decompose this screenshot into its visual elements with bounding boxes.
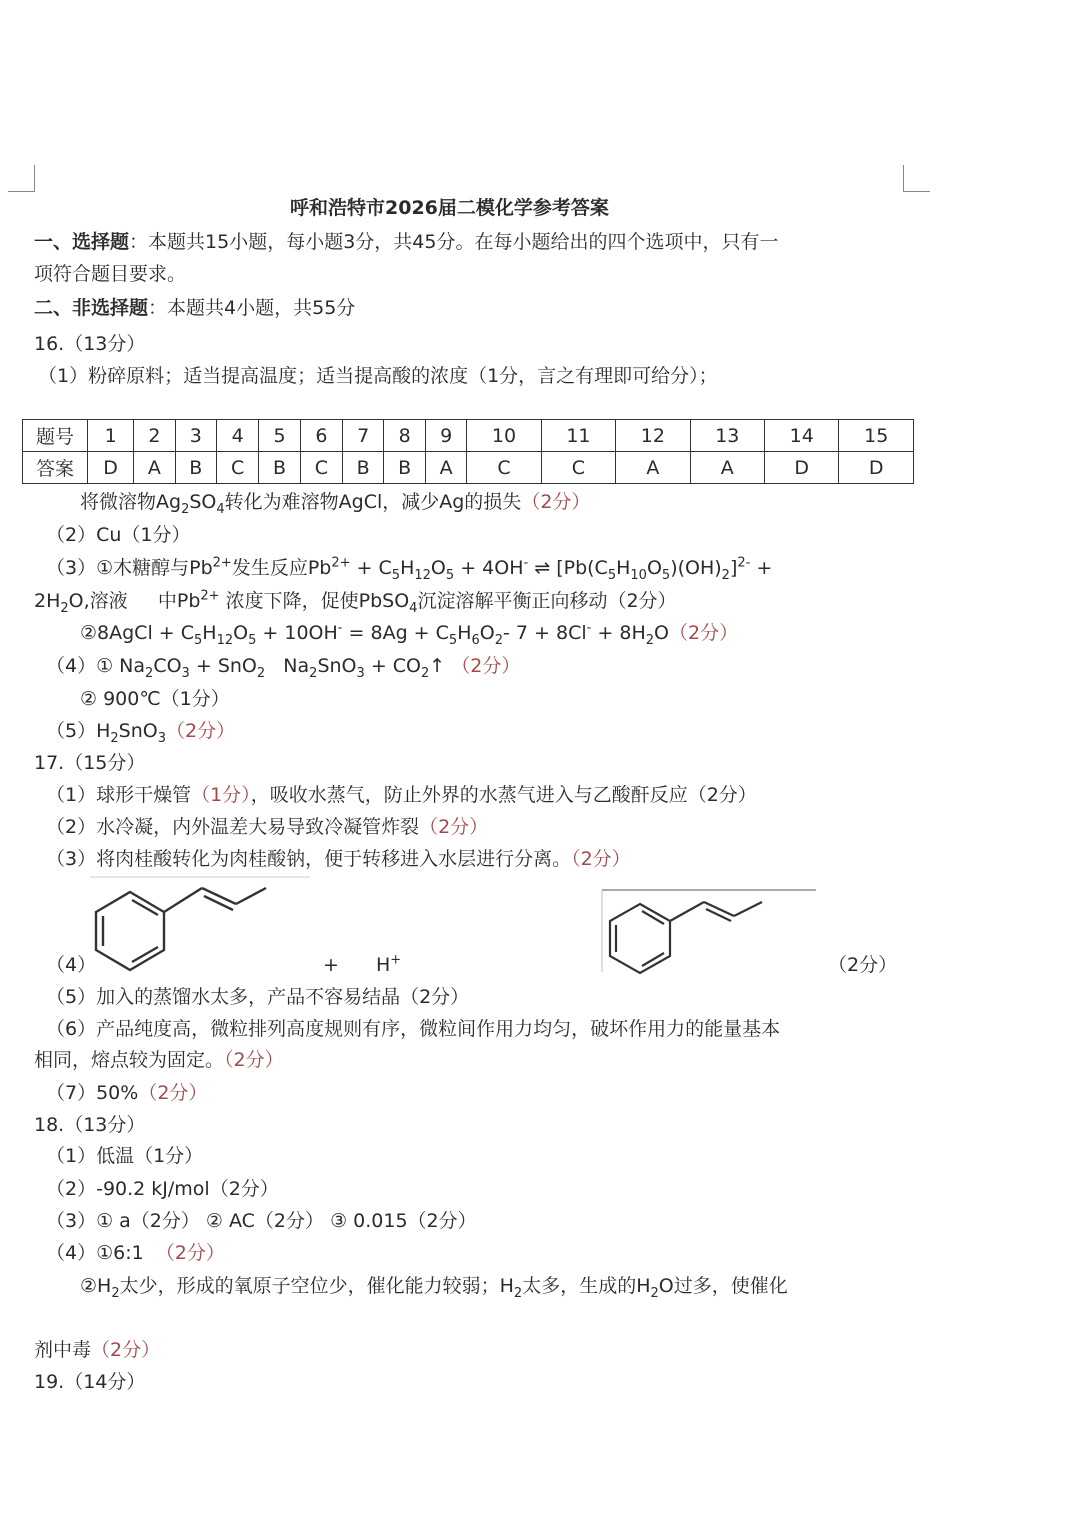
text: H [400, 557, 415, 579]
q18-heading: 18.（13分） [34, 1114, 146, 1136]
text: （3）①木糖醇与Pb [46, 557, 213, 579]
answer-cell: B [175, 452, 217, 484]
text: SnO [317, 655, 357, 677]
text: O [646, 557, 662, 579]
benzene-ring [96, 888, 266, 970]
text: 浓度下降，促使PbSO [219, 590, 410, 612]
text: 剂中毒 [34, 1339, 92, 1361]
answer-cell: D [839, 452, 914, 484]
superscript: - [523, 555, 529, 571]
text: )(OH) [670, 557, 722, 579]
text: + 10OH [256, 622, 338, 644]
subscript: 5 [194, 632, 203, 648]
q17-part5: （5）加入的蒸馏水太多，产品不容易结晶（2分） [46, 986, 470, 1008]
side-bond [236, 888, 266, 904]
side-bond [734, 902, 762, 916]
score: （2分） [166, 720, 236, 742]
row-label: 题号 [23, 420, 88, 452]
page-title: 呼和浩特市2026届二模化学参考答案 [290, 197, 609, 219]
score: （2分） [451, 655, 521, 677]
text: O [430, 557, 446, 579]
number-cell: 15 [839, 420, 914, 452]
section2-heading: 二、非选择题 [34, 297, 149, 319]
score: （2分） [138, 1082, 208, 1104]
q17-part3 [46, 846, 631, 872]
text: （7）50% [46, 1082, 139, 1104]
score: （2分） [155, 1242, 225, 1264]
q18-part3: （3）① a（2分） ② AC（2分） ③ 0.015（2分） [46, 1210, 477, 1232]
answer-cell: A [690, 452, 764, 484]
superscript: 2+ [331, 555, 351, 571]
number-cell: 10 [467, 420, 541, 452]
text: ②8AgCl + C [80, 622, 194, 644]
q16-heading: 16.（13分） [34, 333, 146, 355]
superscript: - [337, 620, 343, 636]
styrene-structure-left [90, 874, 320, 974]
q16-part1-continued [80, 489, 590, 515]
text: （2）Cu [46, 524, 122, 546]
number-cell: 1 [88, 420, 134, 452]
superscript: 2+ [212, 555, 232, 571]
q16-part3-line1 [46, 555, 772, 581]
subscript: 12 [414, 567, 431, 583]
number-cell: 3 [175, 420, 217, 452]
subscript: 10 [630, 567, 647, 583]
answer-cell: B [342, 452, 384, 484]
text: ，吸收水蒸气，防止外界的水蒸气进入与乙酸酐反应（2分） [250, 784, 757, 806]
superscript: + [390, 952, 402, 968]
text: CO [153, 655, 182, 677]
text: + [750, 557, 773, 579]
text: + 8H [591, 622, 646, 644]
text: O [479, 622, 495, 644]
subscript: 5 [661, 567, 671, 583]
subscript: 5 [448, 632, 458, 648]
section2-line [34, 295, 355, 321]
text: （5）H [46, 720, 111, 742]
subscript: 5 [391, 567, 401, 583]
text: H [616, 557, 631, 579]
score: （2分） [668, 622, 739, 644]
subscript: 3 [181, 665, 190, 681]
text: 发生反应Pb [231, 557, 332, 579]
superscript: - [586, 620, 592, 636]
text: 转化为难溶物AgCl，减少Ag的损失 [224, 491, 522, 513]
subscript: 2 [309, 665, 318, 681]
answer-cell: B [384, 452, 426, 484]
answer-cell: C [541, 452, 615, 484]
text: ⇌ [Pb(C [528, 557, 608, 579]
crop-mark-top-right [903, 165, 930, 192]
subscript: 2 [60, 600, 69, 616]
subscript: 2 [650, 1285, 659, 1301]
benzene-ring [610, 902, 762, 973]
q16-part4-line2: ② 900℃（1分） [80, 688, 230, 710]
superscript: 2- [737, 555, 751, 571]
text: 相同，熔点较为固定。 [34, 1049, 225, 1071]
score: （2分） [571, 848, 631, 870]
number-cell: 2 [134, 420, 175, 452]
q16-part2 [46, 522, 191, 548]
q17-part4-label: （4） [46, 954, 97, 976]
score: （1分） [191, 784, 251, 806]
subscript: 2 [111, 1285, 120, 1301]
text: H [376, 954, 391, 976]
answer-table-answer-row [23, 452, 914, 484]
text: 太少，形成的氧原子空位少，催化能力较弱；H [119, 1275, 514, 1297]
subscript: 12 [216, 632, 234, 648]
subscript: 4 [216, 501, 225, 517]
text: SO [189, 491, 217, 513]
answer-table [22, 419, 914, 484]
q17-part4-hydrogen [376, 952, 401, 978]
subscript: 2 [145, 665, 154, 681]
q18-part1: （1）低温（1分） [46, 1145, 204, 1167]
subscript: 2 [256, 665, 266, 681]
subscript: 2 [494, 632, 504, 648]
section1-heading: 一、选择题 [34, 231, 130, 253]
q18-part2: （2）-90.2 kJ/mol（2分） [46, 1178, 279, 1200]
score: （2分） [419, 816, 489, 838]
answer-cell: C [467, 452, 541, 484]
text: O [233, 622, 249, 644]
number-cell: 11 [541, 420, 615, 452]
ring-outline [96, 892, 164, 970]
text: SnO [118, 720, 158, 742]
text: O,溶液 [68, 590, 128, 612]
number-cell: 8 [384, 420, 426, 452]
score: （2分） [521, 491, 591, 513]
text: （4）① Na [46, 655, 146, 677]
q19-heading: 19.（14分） [34, 1371, 146, 1393]
section1-line1 [34, 229, 778, 255]
crop-mark-top-left [8, 165, 35, 192]
text: 沉淀溶解平衡正向移动（2分） [417, 590, 677, 612]
answer-cell: C [300, 452, 342, 484]
subscript: 2 [181, 501, 190, 517]
score: （2分） [224, 1049, 284, 1071]
text: = 8Ag + C [342, 622, 449, 644]
q17-part4-score: （2分） [828, 954, 898, 976]
styrene-structure-right [598, 886, 820, 976]
answer-cell: B [259, 452, 301, 484]
text: （4）①6:1 [46, 1242, 144, 1264]
gas-arrow: ↑ [429, 655, 446, 677]
subscript: 2 [721, 567, 730, 583]
answer-cell: D [765, 452, 839, 484]
number-cell: 7 [342, 420, 384, 452]
text: O [654, 622, 669, 644]
text: + CO [364, 655, 422, 677]
number-cell: 6 [300, 420, 342, 452]
answer-cell: D [88, 452, 134, 484]
q17-part1 [46, 782, 757, 808]
side-double-bond [706, 909, 731, 921]
q17-part6-line1: （6）产品纯度高，微粒排列高度规则有序，微粒间作用力均匀，破坏作用力的能量基本 [46, 1018, 781, 1040]
section1-text: ：本题共15小题，每小题3分，共45分。在每小题给出的四个选项中，只有一 [129, 231, 779, 253]
subscript: 2 [645, 632, 655, 648]
number-cell: 14 [765, 420, 839, 452]
number-cell: 12 [616, 420, 690, 452]
text: + 4OH [454, 557, 524, 579]
row-label: 答案 [23, 452, 88, 484]
q18-part4-line1 [46, 1240, 225, 1266]
answer-cell: A [616, 452, 690, 484]
side-double-bond [202, 888, 236, 904]
superscript: 2+ [200, 588, 220, 604]
q17-part2 [46, 814, 488, 840]
side-bond [164, 888, 202, 912]
ring-outline [610, 904, 670, 973]
number-cell: 9 [425, 420, 466, 452]
ring-double-bond [642, 953, 664, 966]
number-cell: 13 [690, 420, 764, 452]
q17-part6-line2 [34, 1047, 284, 1073]
answer-cell: A [425, 452, 466, 484]
text: （1）球形干燥管 [46, 784, 192, 806]
q16-part3-line3 [80, 620, 738, 646]
q16-part5 [46, 718, 235, 744]
section2-text: ：本题共4小题，共55分 [148, 297, 356, 319]
subscript: 5 [607, 567, 617, 583]
text: + C [350, 557, 392, 579]
q16-part3-line2 [34, 588, 677, 614]
text: 2H [34, 590, 61, 612]
number-cell: 5 [259, 420, 301, 452]
subscript: 4 [409, 600, 418, 616]
q17-heading: 17.（15分） [34, 752, 146, 774]
text: + SnO [189, 655, 257, 677]
text: O过多，使催化 [658, 1275, 788, 1297]
section1-line2: 项符合题目要求。 [34, 263, 187, 285]
text: （2）水冷凝，内外温差大易导致冷凝管炸裂 [46, 816, 420, 838]
subscript: 3 [157, 730, 167, 746]
answer-cell: C [217, 452, 259, 484]
side-double-bond [204, 896, 233, 910]
text: H [457, 622, 472, 644]
score: （1分） [121, 524, 191, 546]
text: ] [729, 557, 738, 579]
text: 将微溶物Ag [80, 491, 182, 513]
subscript: 2 [421, 665, 430, 681]
text: 太多，生成的H [522, 1275, 651, 1297]
number-cell: 4 [217, 420, 259, 452]
text: 中Pb [157, 590, 201, 612]
answer-table-number-row [23, 420, 914, 452]
q16-part1: （1）粉碎原料；适当提高温度；适当提高酸的浓度（1分，言之有理即可给分）； [38, 365, 718, 387]
score: （2分） [91, 1339, 161, 1361]
subscript: 2 [513, 1285, 523, 1301]
subscript: 5 [445, 567, 455, 583]
text: H [202, 622, 217, 644]
subscript: 2 [110, 730, 119, 746]
ring-double-bond [642, 911, 664, 924]
q17-part7 [46, 1080, 207, 1106]
q18-part4-line2 [80, 1273, 788, 1299]
q16-part4-line1 [46, 653, 520, 679]
side-bond [670, 902, 704, 921]
subscript: 5 [248, 632, 257, 648]
text: - 7 + 8Cl [503, 622, 587, 644]
text: ②H [80, 1275, 112, 1297]
subscript: 6 [471, 632, 480, 648]
answer-cell: A [134, 452, 175, 484]
text: （3）将肉桂酸转化为肉桂酸钠，便于转移进入水层进行分离。 [46, 848, 572, 870]
q17-part4-plus: + [323, 954, 339, 976]
subscript: 3 [356, 665, 365, 681]
q18-part4-line3 [34, 1337, 160, 1363]
text: Na [265, 655, 310, 677]
